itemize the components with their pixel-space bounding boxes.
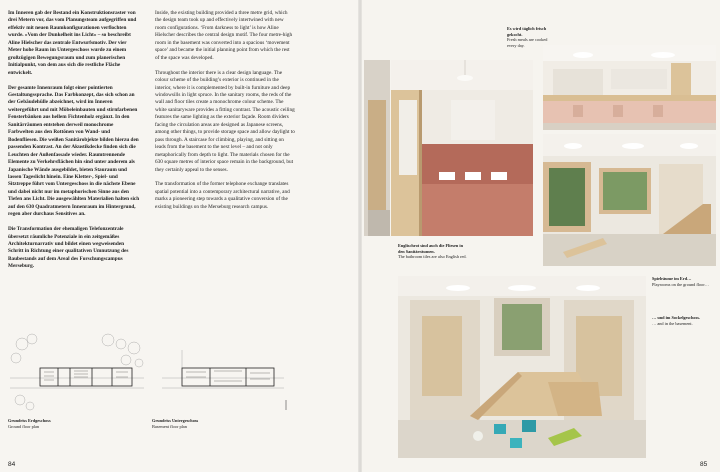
ground-play-caption-de: Spielräume im Erd… xyxy=(652,276,692,281)
ground-floor-plan-caption xyxy=(8,418,88,429)
page-number-left: 84 xyxy=(8,461,16,468)
kitchen-caption-en: Fresh meals are cooked every day. xyxy=(507,37,548,48)
photo-corridor-edge xyxy=(364,60,390,236)
basement-floor-plan xyxy=(152,330,290,412)
german-paragraph-2: Der gesamte Innenraum folgt einer pointierten Gestaltungssprache. Das Farbkonzept, das sich schon an der Gebäudehülle abzeichnet, wird im Inneren weitergeführt und mit Möbeleinbauten und stirnfarbenen Fensterbänken aus hellem Fichtenholz ergänzt. In den Sanitärräumen entstehen derweil monochrome Farbwelten aus den Rottönen von Wand- und Bodenfliesen. Die weißen Sanitärobjekte bilden hierzu den passenden Kontrast. An der Akustikdecke finden sich die Leuchten der Außenfassade wieder. Raumtrennende Elemente zu Verkehrsflächen hin sind unter anderem als Japanische Wände ausgebildet, bieten Stauraum und lassen Tageslicht hinein. Eine Kletter-, Spiel- und Sitztreppe führt vom Untergeschoss in die nächste Ebene und dabei nicht nur im metaphorischen Sinne aus den Tiefen ans Licht. Die ausgewählten Materialien halten sich auf den 630 Quadratmetern Innenraum im Hintergrund, regen aber durchaus Sensitives an. xyxy=(8,84,140,218)
german-paragraph-1: Im Inneren gab der Bestand ein Konstruktionsraster von drei Metern vor, das vom Planungsteam aufgegriffen und effektiv mit neuen Raumkonfigurationen verflochten wurde. »Vom der Dunkelheit ins Licht« – so beschreibt Aline Hielscher das zentrale Entwurfsmotiv. Der vier Meter hohe Raum im Untergeschoss wurde zu einem großzügigen Bewegungsraum und zum planerischen Initialpunkt, von dem aus sich die restliche Fläche entwickelt. xyxy=(8,10,137,76)
photo-basement-stairs xyxy=(398,276,646,458)
basement-plan-caption-de: Grundriss Untergeschoss xyxy=(152,418,199,423)
sanitary-caption-en: The bathroom tiles are also English red. xyxy=(398,254,467,260)
german-text-column xyxy=(8,10,140,278)
ground-plan-caption-de: Grundriss Erdgeschoss xyxy=(8,418,51,423)
english-text-column xyxy=(155,10,295,219)
spine-gutter xyxy=(358,0,362,472)
sanitary-photo-caption xyxy=(398,243,468,260)
ground-play-caption-en: Playrooms on the ground floor… xyxy=(652,281,710,287)
photo-kitchen xyxy=(543,45,716,130)
ground-play-caption xyxy=(652,276,716,287)
photo-playroom-ground-floor xyxy=(543,134,716,266)
ground-plan-caption-en: Ground floor plan xyxy=(8,423,40,429)
basement-play-caption-de: … und im Sockelgeschoss. xyxy=(652,315,700,320)
basement-play-caption xyxy=(652,315,716,326)
basement-play-caption-en: … and in the basement. xyxy=(652,320,693,326)
basement-floor-plan-caption xyxy=(152,418,232,429)
kitchen-caption-de: Es wird täglich frisch gekocht. xyxy=(507,26,547,37)
page-number-right: 85 xyxy=(700,461,708,468)
ground-floor-plan xyxy=(8,330,146,412)
english-paragraph-2: Throughout the interior there is a clear design language. The colour scheme of the building’s exterior is continued in the interior, where it is complemented by built-in furniture and deep windowsills in light spruce. In the sanitary rooms, the reds of the wall and floor tiles create a monochrome colour scheme. The white sanitaryware provides a fitting contrast. The acoustic ceiling features the same lighting as the exterior façade. Room dividers facing the circulation areas are designed as Japanese screens, among other things, to provide storage space and allow daylight to pass through. A staircase for climbing, playing, and sitting on leads from the basement to the next level – and not only metaphorically from depth to light. The materials chosen for the 630 square metres of interior space remain in the background, but they certainly appeal to the senses. xyxy=(155,69,295,173)
basement-plan-caption-en: Basement floor plan xyxy=(152,423,187,429)
english-paragraph-3: The transformation of the former telephone exchange translates spatial potential into a contemporary architectural narrative, and marks a pioneering step towards a qualitative conversion of the existing buildings on the Merseburg research campus. xyxy=(155,181,290,210)
photo-sanitary-room xyxy=(391,60,533,236)
english-paragraph-1: Inside, the existing building provided a three metre grid, which the design team took up and effectively intertwined with new room configurations. ‘From darkness to light’ is how Aline Hielscher describes the central design motif. The four metre-high room in the basement was converted into a spacious ‘movement space’ and became the initial planning point from which the rest of the space was developed. xyxy=(155,10,293,61)
german-paragraph-3: Die Transformation der ehemaligen Telefonzentrale übersetzt räumliche Potenziale in ein zeitgemäßes Architekturnarrativ und bildet einen wegweisenden Schritt in Richtung einer qualitativen Umnutzung des Baubestands auf dem Areal des Forschungscampus Merseburg. xyxy=(8,226,129,270)
sanitary-caption-de: Englischrot sind auch die Fliesen in den Sanitärräumen. xyxy=(398,243,463,254)
